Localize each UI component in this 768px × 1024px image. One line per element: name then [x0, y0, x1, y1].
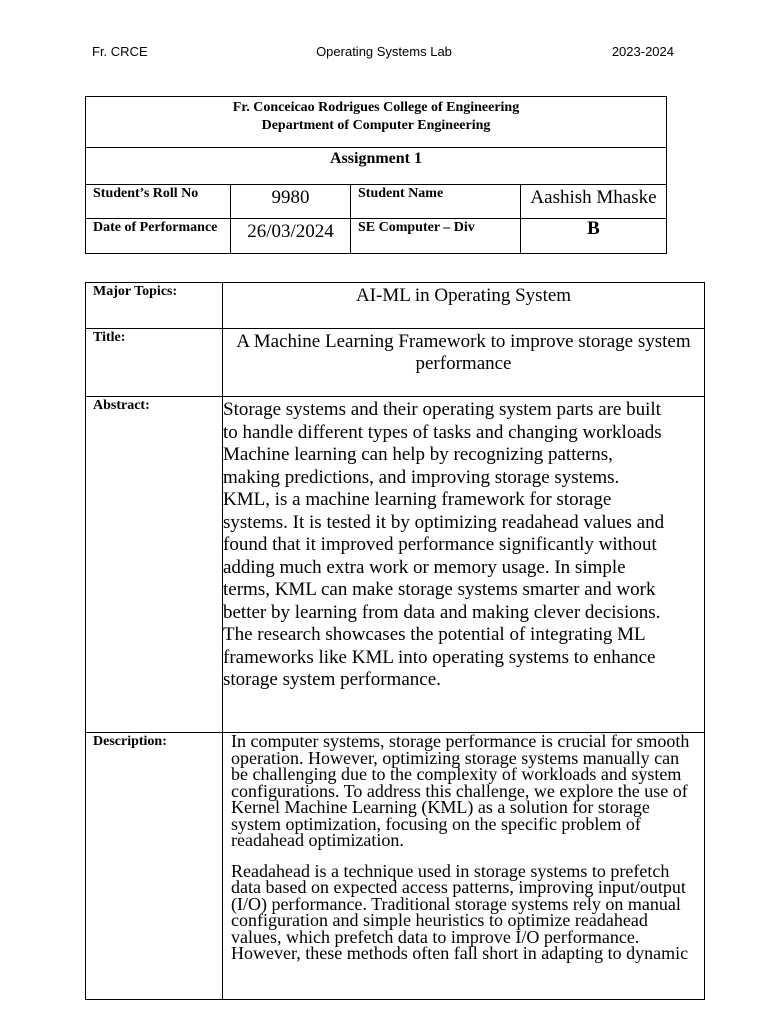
topics-table	[85, 282, 705, 1000]
title-label: Title:	[86, 329, 223, 396]
roll-row	[86, 185, 666, 219]
name-label: Student Name	[351, 185, 521, 218]
header-center: Operating Systems Lab	[316, 44, 452, 59]
college-row	[86, 97, 666, 148]
description-value	[223, 733, 704, 999]
roll-label: Student’s Roll No	[86, 185, 231, 218]
description-row	[86, 733, 704, 999]
description-paragraph-2: Readahead is a technique used in storage systems to prefetch data based on expected access patterns, improving input/output (I/O) performance. Traditional storage systems rely on manual configuration and simple heuristics to optimize readahead values, which prefetch data to improve I/O performance. However, these methods often fall short in adapting to dynamic	[231, 860, 689, 963]
abstract-value: Storage systems and their operating system parts are built to handle different types of tasks and changing workloads Machine learning can help by recognizing patterns, making predictions, and improving storage systems. KML, is a machine learning framework for storage systems. It is tested it by optimizing readahead values and found that it improved performance significantly without adding much extra work or memory usage. In simple terms, KML can make storage systems smarter and work better by learning from data and making clever decisions. The research showcases the potential of integrating ML frameworks like KML into operating systems to enhance storage system performance.	[223, 399, 665, 690]
name-value: Aashish Mhaske	[530, 187, 657, 208]
header-right: 2023-2024	[611, 44, 674, 59]
date-row	[86, 219, 666, 253]
div-value: B	[587, 218, 600, 239]
assignment-row	[86, 148, 666, 185]
description-label: Description:	[86, 733, 223, 999]
topics-value: AI-ML in Operating System	[355, 285, 572, 306]
description-paragraph-1: In computer systems, storage performance is crucial for smooth operation. However, optimizing storage systems manually can be challenging due to the complexity of workloads and system configurations. To address this challenge, we explore the use of Kernel Machine Learning (KML) as a solution for storage system optimization, focusing on the specific problem of readahead optimization.	[231, 733, 690, 850]
title-value: A Machine Learning Framework to improve storage system performance	[236, 331, 691, 374]
title-row	[86, 329, 704, 397]
info-table	[85, 96, 667, 254]
abstract-row	[86, 397, 704, 733]
college-name: Fr. Conceicao Rodrigues College of Engineering	[232, 100, 520, 115]
header-left: Fr. CRCE	[92, 44, 148, 59]
assignment-title: Assignment 1	[329, 150, 422, 167]
abstract-label: Abstract:	[86, 397, 223, 732]
topics-label: Major Topics:	[86, 283, 223, 328]
div-label: SE Computer – Div	[351, 219, 521, 253]
date-label: Date of Performance	[86, 219, 231, 253]
department-name: Department of Computer Engineering	[261, 118, 491, 133]
topics-row	[86, 283, 704, 329]
roll-value: 9980	[231, 185, 351, 218]
date-value: 26/03/2024	[231, 219, 351, 253]
